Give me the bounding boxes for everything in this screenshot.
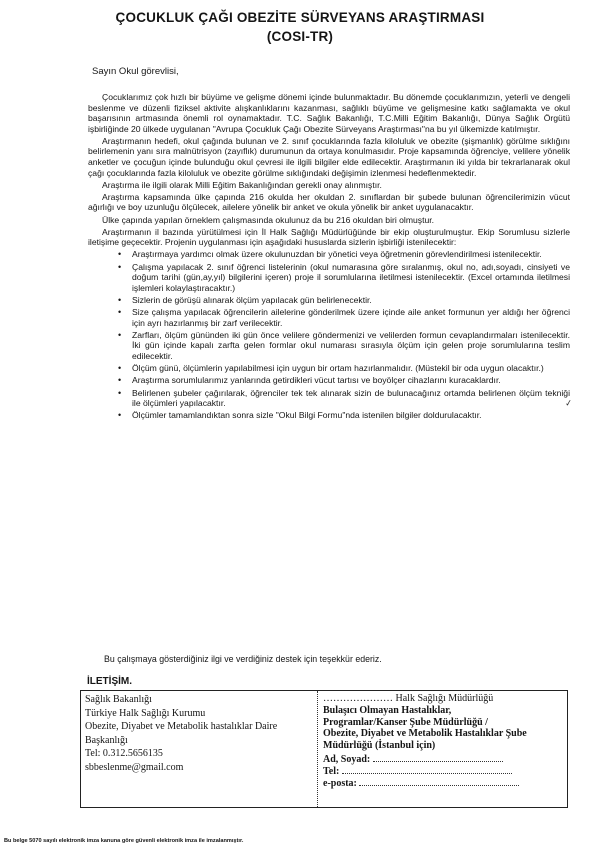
phone-fill-line xyxy=(342,773,512,774)
paragraph: Ülke çapında yapılan örneklem çalışmasında okulunuz da bu 216 okuldan biri olmuştur. xyxy=(102,214,435,225)
bullet-icon: • xyxy=(118,363,122,374)
paragraph: Araştırma ile ilgili olarak Milli Eğitim Bakanlığından gerekli onay alınmıştır. xyxy=(102,179,382,190)
document-title: ÇOCUKLUK ÇAĞI OBEZİTE SÜRVEYANS ARAŞTIRMASI xyxy=(115,10,485,25)
contact-line: Müdürlüğü (İstanbul için) xyxy=(323,740,436,752)
list-item: • Araştırmaya yardımcı olmak üzere okulunuzdan bir yönetici veya öğretmenin görevlendirilmesi istenilecektir. xyxy=(118,249,542,260)
contact-line: Programlar/Kanser Şube Müdürlüğü / xyxy=(323,716,488,728)
letter-body xyxy=(88,92,570,423)
bullet-icon: • xyxy=(118,261,122,272)
handwritten-margin-mark: ✓ xyxy=(564,397,574,409)
document-subtitle: (COSI-TR) xyxy=(266,29,334,44)
list-item: • Çalışma yapılacak 2. sınıf öğrenci listelerinin (okul numarasına göre sıralanmış, okul no, adı,soyadı, cinsiyeti ve doğum tarihi (gün,ay,yıl) bilgilerini içeren) proje il sorumlularına iletilmesi istenilecektir. (Excel ortamında iletilmesi işlemleri kolaylaştıracaktır.) xyxy=(118,261,570,293)
bullet-icon: • xyxy=(118,329,122,340)
bullet-icon: • xyxy=(118,387,122,398)
bullet-icon: • xyxy=(118,249,122,260)
cooperation-list xyxy=(88,249,570,421)
bullet-icon: • xyxy=(118,307,122,318)
list-item: • Ölçümler tamamlandıktan sonra sizle "Okul Bilgi Formu"nda istenilen bilgiler doldurulacaktır. xyxy=(118,410,482,421)
list-item: • Belirlenen şubeler çağırılarak, öğrenciler tek tek alınarak sizin de bulunacağınız ortamda belirlenen ölçüm tekniği ile ölçümleri yapılacaktır. xyxy=(118,387,570,409)
contact-provincial xyxy=(323,693,563,789)
phone-field: Tel: xyxy=(323,766,563,778)
paragraph: Araştırmanın il bazında yürütülmesi için İl Halk Sağlığı Müdürlüğünde bir ekip oluşturulmuştur. Ekip Sorumlusu sizlerle iletişime geçecektir. Projenin uygulanması için aşağıdaki hususlarda sizlerin işbirliği istenilecektir: xyxy=(88,226,570,248)
e-signature-note: Bu belge 5070 sayılı elektronik imza kanuna göre güvenli elektronik imza ile imzalanmıştır. xyxy=(4,838,244,844)
name-field: Ad, Soyad: xyxy=(323,754,563,766)
paragraph: Çocuklarımız çok hızlı bir büyüme ve gelişme dönemi içinde bulunmaktadır. Bu dönemde çocuklarımızın, yeterli ve dengeli beslenme ve düzenli fiziksel aktivite alışkanlıklarını kazanması, sağlıklı büyüme ve gelişmesine katkı sağlamakta ve okul başarısının artmasında önemli rol oynamaktadır. T.C. Sağlık Bakanlığı, T.C.Milli Eğitim Bakanlığı, Dünya Sağlık Örgütü işbirliğinde 20 ülkede uygulanan "Avrupa Çocukluk Çağı Obezite Sürveyans Araştırması"na bu yıl ülkemizde katılmıştır. xyxy=(88,92,570,134)
contact-line: Türkiye Halk Sağlığı Kurumu xyxy=(85,707,206,719)
email-fill-line xyxy=(359,785,519,786)
bullet-icon: • xyxy=(118,410,122,421)
contact-email: sbbeslenme@gmail.com xyxy=(85,761,184,773)
contact-phone: Tel: 0.312.5656135 xyxy=(85,748,163,759)
contact-line: Başkanlığı xyxy=(85,734,128,746)
list-item: • Zarfları, ölçüm gününden iki gün önce velilere göndermenizi ve velilerden formun cevaplandırmaları istenilecektir. İki gün içinde kapalı zarfta gelen formlar okul numarası sırasıyla ölçüm için gelen proje sorumlularına teslim edilecektir. xyxy=(118,329,570,362)
list-item: • Size çalışma yapılacak öğrencilerin ailelerine gönderilmek üzere içinde aile anket formunun yer aldığı her öğrenci için ayrı hazırlanmış bir zarf verilecektir. xyxy=(118,307,570,328)
thanks-note: Bu çalışmaya gösterdiğiniz ilgi ve verdiğiniz destek için teşekkür ederiz. xyxy=(104,654,382,664)
list-item: • Ölçüm günü, ölçümlerin yapılabilmesi için uygun bir ortam hazırlanmalıdır. (Müstekil bir oda uygun olacaktır.) xyxy=(118,363,544,374)
contact-line: Sağlık Bakanlığı xyxy=(85,694,152,705)
contact-line: Obezite, Diyabet ve Metabolik Hastalıklar Şube xyxy=(323,728,527,740)
paragraph: Araştırmanın hedefi, okul çağında bulunan ve 2. sınıf çocuklarında fazla kiloluluk ve obezite (şişmanlık) görülme sıklığını belirlemenin yanı sıra malnütrisyon (zayıflık) durumunun da ortaya konulmasıdır. Proje kapsamında öğrenciye, velilere yönelik anketler ve çocuğun içinde bulunduğu okul çevresi ile ilgili bilgiler elde edilecektir. Araştırmanın iki yılda bir tekrarlanarak okul çağı çocuklarında fazla kiloluluk ve obezite görülme sıklığındaki değişimin izlenmesi hedeflenmektedir. xyxy=(88,135,570,178)
paragraph: Araştırma kapsamında ülke çapında 216 okulda her okuldan 2. sınıflardan bir şubede bulunan öğrencilerimizin vücut ağırlığı ve boy uzunluğu ölçülecek, ailelere yönelik bir anket ve okula yönelik bir anket uygulanacaktır. xyxy=(88,191,570,213)
contact-heading: İLETİŞİM. xyxy=(87,676,132,687)
email-field: e-posta: xyxy=(323,778,563,790)
contact-line: Obezite, Diyabet ve Metabolik hastalıklar Daire xyxy=(85,721,278,732)
contact-line: Bulaşıcı Olmayan Hastalıklar, xyxy=(323,704,452,716)
bullet-icon: • xyxy=(118,375,122,386)
contact-ministry xyxy=(85,693,313,774)
column-divider xyxy=(317,691,318,807)
contact-line: ………………… Halk Sağlığı Müdürlüğü xyxy=(323,693,494,704)
contact-table xyxy=(80,690,568,808)
salutation: Sayın Okul görevlisi, xyxy=(92,66,179,77)
list-item: • Sizlerin de görüşü alınarak ölçüm yapılacak gün belirlenecektir. xyxy=(118,294,372,305)
name-fill-line xyxy=(373,761,503,762)
list-item: • Araştırma sorumlularımız yanlarında getirdikleri vücut tartısı ve boyölçer cihazlarını kuracaklardır. xyxy=(118,375,501,386)
bullet-icon: • xyxy=(118,294,122,305)
